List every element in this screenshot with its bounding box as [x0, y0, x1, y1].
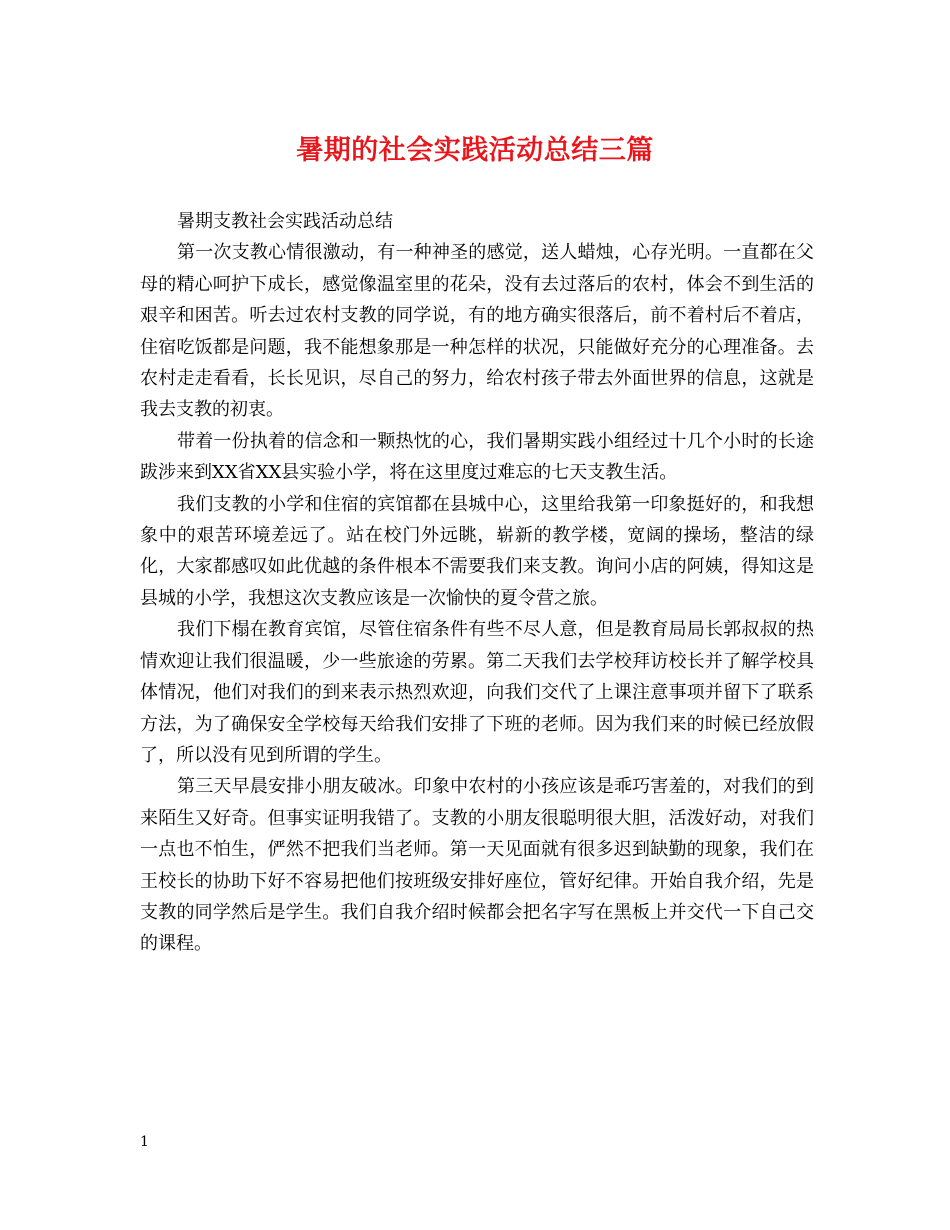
- paragraph: 第三天早晨安排小朋友破冰。印象中农村的小孩应该是乖巧害羞的，对我们的到来陌生又好奇。但事实证明我错了。支教的小朋友很聪明很大胆，活泼好动，对我们一点也不怕生，俨然不把我们当老师。第一天见面就有很多迟到缺勤的现象，我们在王校长的协助下好不容易把他们按班级安排好座位，管好纪律。开始自我介绍，先是支教的同学然后是学生。我们自我介绍时候都会把名字写在黑板上并交代一下自己交的课程。: [140, 776, 814, 955]
- document-body: [140, 206, 814, 960]
- document-title: 暑期的社会实践活动总结三篇: [296, 135, 654, 166]
- page-number: 1: [140, 1134, 149, 1150]
- paragraph: 第一次支教心情很激动，有一种神圣的感觉，送人蜡烛，心存光明。一直都在父母的精心呵护下成长，感觉像温室里的花朵，没有去过落后的农村，体会不到生活的艰辛和困苦。听去过农村支教的同学说，有的地方确实很落后，前不着村后不着店，住宿吃饭都是问题，我不能想象那是一种怎样的状况，只能做好充分的心理准备。去农村走走看看，长长见识，尽自己的努力，给农村孩子带去外面世界的信息，这就是我去支教的初衷。: [140, 242, 814, 421]
- paragraph: 我们支教的小学和住宿的宾馆都在县城中心，这里给我第一印象挺好的，和我想象中的艰苦环境差远了。站在校门外远眺，崭新的教学楼，宽阔的操场，整洁的绿化，大家都感叹如此优越的条件根本不需要我们来支教。询问小店的阿姨，得知这是县城的小学，我想这次支教应该是一次愉快的夏令营之旅。: [140, 493, 814, 609]
- paragraph: 带着一份执着的信念和一颗热忱的心，我们暑期实践小组经过十几个小时的长途跋涉来到XX省XX县实验小学，将在这里度过难忘的七天支教生活。: [140, 430, 814, 484]
- section-heading: 暑期支教社会实践活动总结: [177, 211, 393, 232]
- paragraph: 我们下榻在教育宾馆，尽管住宿条件有些不尽人意，但是教育局局长郭叔叔的热情欢迎让我们很温暖，少一些旅途的劳累。第二天我们去学校拜访校长并了解学校具体情况，他们对我们的到来表示热烈欢迎，向我们交代了上课注意事项并留下了联系方法，为了确保安全学校每天给我们安排了下班的老师。因为我们来的时候已经放假了，所以没有见到所谓的学生。: [140, 619, 814, 766]
